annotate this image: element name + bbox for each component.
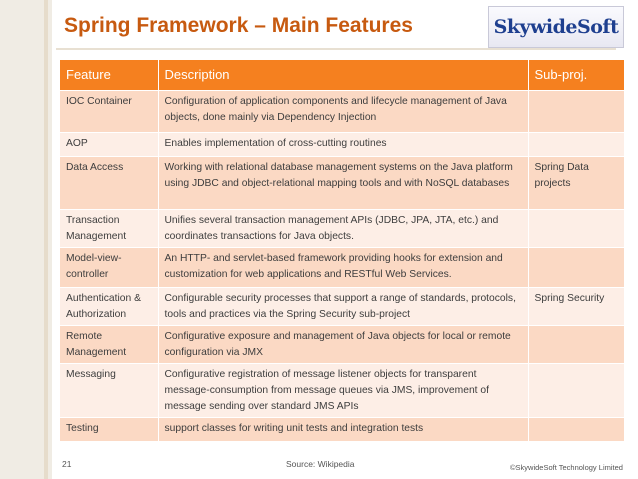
subproject-cell (528, 90, 624, 132)
feature-cell: Messaging (60, 363, 158, 417)
table-row (60, 247, 624, 287)
subproject-cell (528, 247, 624, 287)
source-note: Source: Wikipedia (286, 459, 355, 469)
header-feature: Feature (60, 60, 158, 90)
header-subproject: Sub-proj. (528, 60, 624, 90)
subproject-cell (528, 325, 624, 363)
table-row (60, 287, 624, 325)
left-bar-stripe (44, 0, 48, 479)
description-cell: support classes for writing unit tests and integration tests (158, 417, 528, 441)
feature-cell: AOP (60, 132, 158, 156)
description-cell: An HTTP- and servlet-based framework providing hooks for extension and customization for web applications and RESTful Web Services. (158, 247, 528, 287)
table-header-row (60, 60, 624, 90)
description-cell: Enables implementation of cross-cutting routines (158, 132, 528, 156)
description-cell: Configurable security processes that support a range of standards, protocols, tools and practices via the Spring Security sub-project (158, 287, 528, 325)
company-logo (488, 6, 624, 48)
table-row (60, 325, 624, 363)
description-cell: Configuration of application components and lifecycle management of Java objects, done mainly via Dependency Injection (158, 90, 528, 132)
description-cell: Configurative registration of message listener objects for transparent message-consumption from message queues via JMS, improvement of message sending over standard JMS APIs (158, 363, 528, 417)
description-cell: Working with relational database management systems on the Java platform using JDBC and object-relational mapping tools and with NoSQL databases (158, 156, 528, 209)
table-row (60, 417, 624, 441)
description-cell: Configurative exposure and management of Java objects for local or remote configuration via JMX (158, 325, 528, 363)
subproject-cell (528, 363, 624, 417)
feature-cell: Authentication & Authorization (60, 287, 158, 325)
feature-cell: Testing (60, 417, 158, 441)
feature-cell: Data Access (60, 156, 158, 209)
table-row (60, 90, 624, 132)
features-table (60, 60, 625, 441)
subproject-cell: Spring Data projects (528, 156, 624, 209)
feature-cell: Model-view-controller (60, 247, 158, 287)
table-row (60, 132, 624, 156)
table-row (60, 156, 624, 209)
description-cell: Unifies several transaction management APIs (JDBC, JPA, JTA, etc.) and coordinates transactions for Java objects. (158, 209, 528, 247)
subproject-cell (528, 209, 624, 247)
subproject-cell (528, 132, 624, 156)
subproject-cell (528, 417, 624, 441)
feature-cell: IOC Container (60, 90, 158, 132)
slide-number: 21 (62, 459, 72, 469)
feature-cell: Transaction Management (60, 209, 158, 247)
logo-text: SkywideSoft (493, 16, 619, 38)
header-description: Description (158, 60, 528, 90)
title-divider (56, 48, 616, 50)
subproject-cell: Spring Security (528, 287, 624, 325)
left-decorative-bar (0, 0, 52, 479)
feature-cell: Remote Management (60, 325, 158, 363)
table-row (60, 363, 624, 417)
table-row (60, 209, 624, 247)
copyright-notice: ©SkywideSoft Technology Limited (510, 463, 623, 472)
slide-title: Spring Framework – Main Features (64, 14, 413, 37)
